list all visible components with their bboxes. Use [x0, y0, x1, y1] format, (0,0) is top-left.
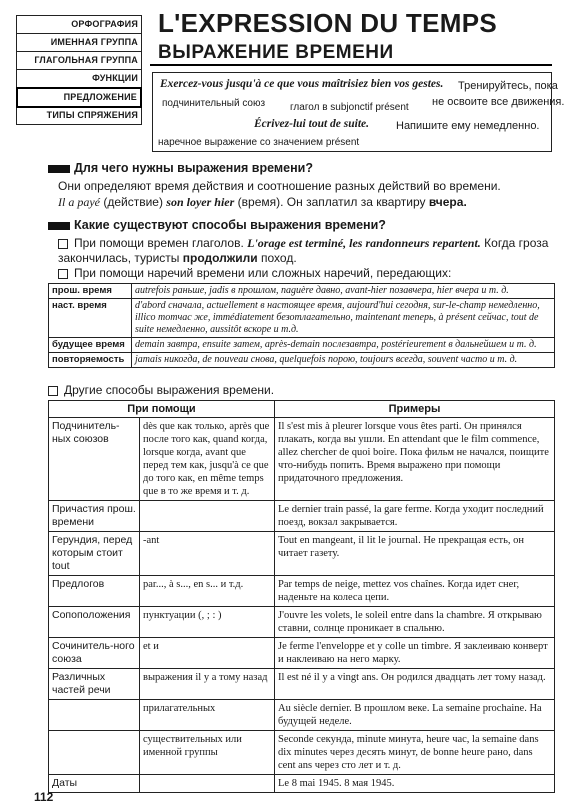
table-row: [49, 607, 555, 638]
cell-example: Par temps de neige, mettez vos chaînes. Когда идет снег, наденьте на колеса цепи.: [275, 576, 555, 607]
cell-example: Le dernier train passé, la gare ferme. Когда уходит последний поезд, вокзал закрывается.: [275, 501, 555, 532]
header-right: Примеры: [275, 401, 555, 418]
text2-c: вчера.: [428, 195, 467, 209]
cell-category: Герундия, перед которым стоит tout: [49, 532, 140, 576]
text2-fr2: son loyer hier: [166, 195, 235, 209]
table-row: [49, 731, 555, 775]
cell-category: [49, 700, 140, 731]
ways-table: [48, 400, 555, 793]
section2-bullet2: [58, 266, 451, 281]
table-row: [49, 284, 555, 299]
row-header: прош. время: [49, 284, 132, 299]
nav-item[interactable]: ФУНКЦИИ: [17, 70, 141, 88]
cell-means: et и: [140, 638, 275, 669]
table-header-row: [49, 401, 555, 418]
text2-a: (действие): [103, 195, 163, 209]
section1-text1: Они определяют время действия и соотношение разных действий во времени.: [58, 179, 501, 193]
cell-means: прилагательных: [140, 700, 275, 731]
cell-example: Je ferme l'enveloppe et y colle un timbre. Я заклеиваю конверт и наклеиваю на него марку.: [275, 638, 555, 669]
cell-means: существительных или именной группы: [140, 731, 275, 775]
section1-heading: [48, 161, 313, 175]
cell-category: Сопоположения: [49, 607, 140, 638]
table-row: [49, 775, 555, 793]
bullet1-ru-b: продолжили: [182, 251, 258, 265]
nav-item-active[interactable]: ПРЕДЛОЖЕНИЕ: [16, 87, 142, 108]
section2-heading: [48, 218, 386, 232]
example-line2-fr: Écrivez-lui tout de suite.: [254, 118, 369, 130]
heading-bar: [48, 165, 70, 173]
bullet1-fr: L'orage est terminé, les randonneurs repartent.: [247, 236, 481, 250]
table-row: [49, 299, 555, 338]
bullet1-a: При помощи времен глаголов.: [74, 236, 244, 250]
cell-category: Предлогов: [49, 576, 140, 607]
table-row: [49, 338, 555, 353]
cell-example: Tout en mangeant, il lit le journal. Не прекращая есть, он читает газету.: [275, 532, 555, 576]
section3-bullet-text: Другие способы выражения времени.: [64, 383, 275, 397]
section2-bullet1: [58, 236, 553, 266]
row-header: повторяемость: [49, 353, 132, 368]
nav-item[interactable]: ОРФОГРАФИЯ: [17, 16, 141, 34]
cell-example: Il est né il y a vingt ans. Он родился двадцать лет тому назад.: [275, 669, 555, 700]
table-row: [49, 532, 555, 576]
example-line1-ru: Тренируйтесь, пока: [458, 80, 558, 92]
cell-means: [140, 501, 275, 532]
section3-bullet: [48, 383, 274, 398]
cell-example: J'ouvre les volets, le soleil entre dans la chambre. Я открываю ставни, солнце проникает в спальню.: [275, 607, 555, 638]
section1-text2: [58, 195, 467, 210]
section2-heading-text: Какие существуют способы выражения времени?: [74, 218, 386, 232]
cell-category: Сочинитель-ного союза: [49, 638, 140, 669]
row-content: jamais никогда, de nouveau снова, quelquefois порою, toujours всегда, souvent часто и т. д.: [132, 353, 555, 368]
text2-b: (время). Он заплатил за квартиру: [237, 195, 426, 209]
cell-means: [140, 775, 275, 793]
example-note-subj: глагол в subjonctif présent: [290, 102, 409, 113]
example-line2-ru: Напишите ему немедленно.: [396, 120, 540, 132]
cell-example: Seconde секунда, minute минута, heure час, la semaine dans dix minutes через десять минут, de bonne heure рано, dans cent ans через сто лет и т. д.: [275, 731, 555, 775]
nav-item[interactable]: ТИПЫ СПРЯЖЕНИЯ: [46, 110, 138, 120]
table-row: [49, 700, 555, 731]
table-row: [49, 353, 555, 368]
cell-category: Причастия прош. времени: [49, 501, 140, 532]
checkbox-icon: [58, 239, 68, 249]
cell-category: Даты: [49, 775, 140, 793]
row-content: autrefois раньше, jadis в прошлом, naguère давно, avant-hier позавчера, hier вчера и т. д.: [132, 284, 555, 299]
section1-heading-text: Для чего нужны выражения времени?: [74, 161, 313, 175]
table-row: [49, 669, 555, 700]
page-title: L'EXPRESSION DU TEMPS: [158, 8, 497, 38]
bullet2-text: При помощи наречий времени или сложных наречий, передающих:: [74, 266, 452, 280]
row-header: наст. время: [49, 299, 132, 338]
nav-item[interactable]: ИМЕННАЯ ГРУППА: [17, 34, 141, 52]
cell-means: par..., à s..., en s... и т.д.: [140, 576, 275, 607]
cell-example: Le 8 mai 1945. 8 мая 1945.: [275, 775, 555, 793]
checkbox-icon: [58, 269, 68, 279]
table-row: [49, 638, 555, 669]
title-rule: [150, 64, 552, 66]
example-note-present: наречное выражение со значением présent: [158, 137, 360, 148]
bullet1-ru2: поход.: [261, 251, 297, 265]
row-header: будущее время: [49, 338, 132, 353]
cell-means: пунктуации (, ; : ): [140, 607, 275, 638]
table-row: [49, 576, 555, 607]
nav-item[interactable]: ГЛАГОЛЬНАЯ ГРУППА: [17, 52, 141, 70]
page-margin-mark: [0, 0, 14, 150]
cell-means: dès que как только, après que после того как, quand когда, lorsque когда, avant que перед тем как, jusqu'à ce que до того как, en même temps que в то же время и т. д.: [140, 418, 275, 501]
cell-example: Au siècle dernier. В прошлом веке. La semaine prochaine. На будущей неделе.: [275, 700, 555, 731]
page-subtitle: ВЫРАЖЕНИЕ ВРЕМЕНИ: [158, 42, 394, 63]
cell-means: выражения il y a тому назад: [140, 669, 275, 700]
example-line1-ru2: не освоите все движения.: [432, 96, 565, 108]
page-number: 112: [34, 790, 54, 804]
row-content: demain завтра, ensuite затем, après-demain послезавтра, postérieurement в дальнейшем и т. д.: [132, 338, 555, 353]
cell-category: Различных частей речи: [49, 669, 140, 700]
text2-fr: Il a payé: [58, 195, 100, 209]
adverbs-table: [48, 283, 555, 368]
heading-bar: [48, 222, 70, 230]
table-row: [49, 418, 555, 501]
cell-means: -ant: [140, 532, 275, 576]
cell-category: [49, 731, 140, 775]
checkbox-icon: [48, 386, 58, 396]
cell-example: Il s'est mis à pleurer lorsque vous êtes parti. Он принялся плакать, когда вы ушли. En attendant que le film commence, allez chercher de quoi boire. Пока фильм не начался, поищите что-нибудь попить. Время выражено при помощи придаточного предложения.: [275, 418, 555, 501]
header-left: При помощи: [49, 401, 275, 418]
example-line1-fr: Exercez-vous jusqu'à ce que vous maîtrisiez bien vos gestes.: [160, 78, 444, 90]
bullet1-ru: Когда гроза закончилась, туристы: [58, 236, 549, 265]
row-content: d'abord сначала, actuellement в настоящее время, aujourd'hui сегодня, sur-le-champ немедленно, illico тотчас же, immédiatement безотлагательно, maintenant теперь, à présent сейчас, tout de suite немедленно, aussitôt вскоре и т.д.: [132, 299, 555, 338]
section-nav: [16, 15, 142, 125]
cell-category: Подчинитель-ных союзов: [49, 418, 140, 501]
table-row: [49, 501, 555, 532]
example-note-sub: подчинительный союз: [162, 98, 266, 109]
